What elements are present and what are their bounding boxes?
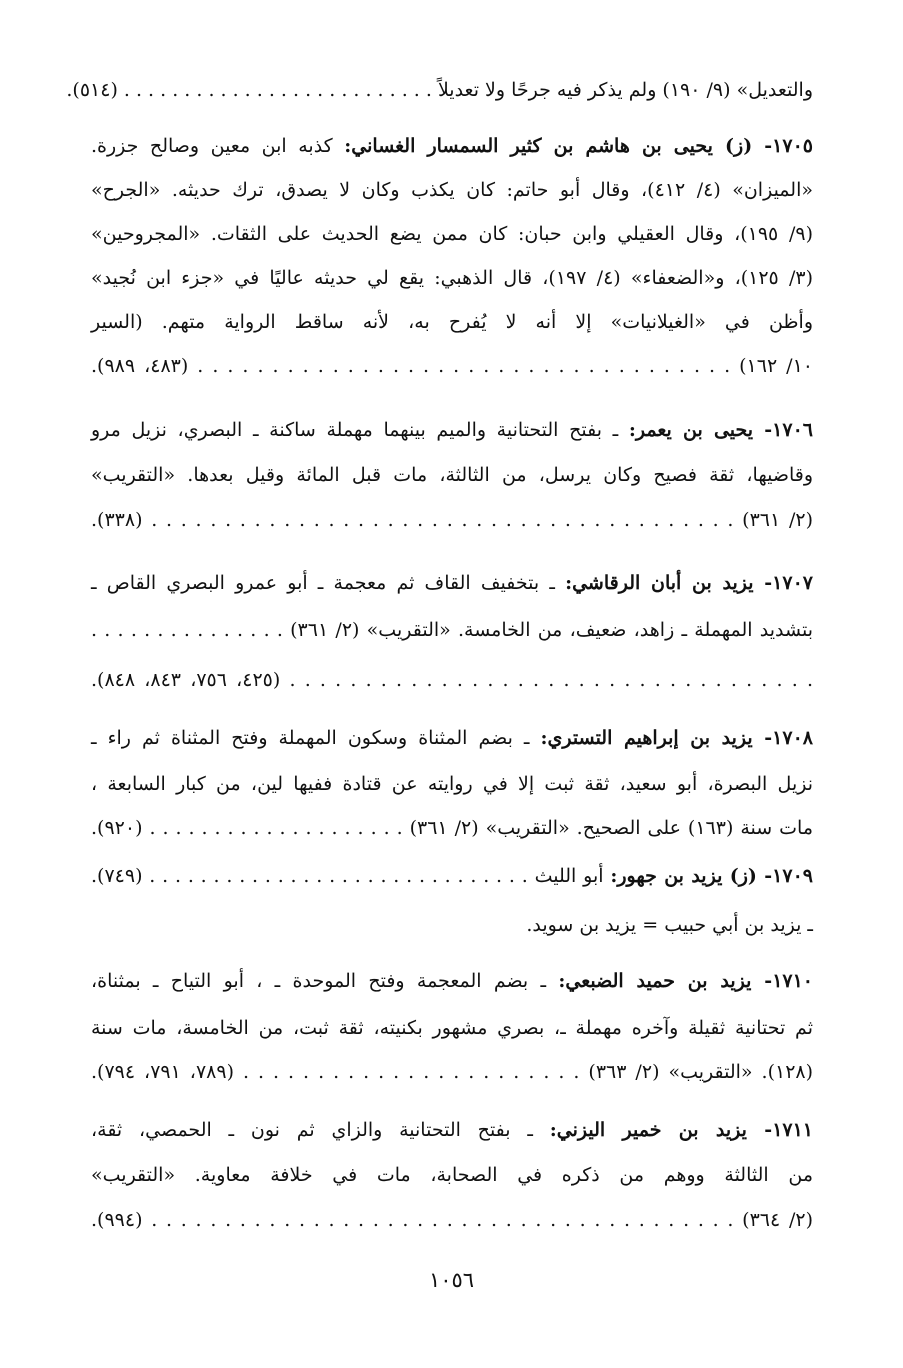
page-number: ١٠٥٦ — [428, 1268, 475, 1292]
entry-heading: ١٧٠٦- يحيى بن يعمر: — [628, 419, 813, 441]
text-line: والتعديل» (٩/ ١٩٠) ولم يذكر فيه جرحًا ولا تعديلاً . . . . . . . . . . . . . . . . . . . . . . . . . . (٥١٤). — [66, 79, 813, 101]
entry-heading: ١٧٠٩- (ز) يزيد بن جهور: — [610, 865, 813, 887]
entry-1705-heading-line: ١٧٠٥- (ز) يحيى بن هاشم بن كثير السمسار الغساني: كذبه ابن معين وصالح جزرة. — [91, 135, 813, 157]
text-line: بتشديد المهملة ـ زاهد، ضعيف، من الخامسة. «التقريب» (٢/ ٣٦١) . . . . . . . . . . . . . . . — [91, 619, 813, 641]
text-line: (٢/ ٣٦١) . . . . . . . . . . . . . . . . . . . . . . . . . . . . . . . . . . . . . . . . (٣٣٨). — [91, 509, 813, 531]
entry-1709-heading-line: ١٧٠٩- (ز) يزيد بن جهور: أبو الليث . . . . . . . . . . . . . . . . . . . . . . . . . . . . . . (٧٤٩). — [91, 865, 813, 887]
entry-1707-heading-line: ١٧٠٧- يزيد بن أبان الرقاشي: ـ بتخفيف القاف ثم معجمة ـ أبو عمرو البصري القاص ـ — [91, 572, 813, 594]
entry-heading: ١٧٠٨- يزيد بن إبراهيم التستري: — [540, 727, 813, 749]
text-line: من الثالثة ووهم من ذكره في الصحابة، مات في خلافة معاوية. «التقريب» — [91, 1164, 813, 1186]
text-line: نزيل البصرة، أبو سعيد، ثقة ثبت إلا في روايته عن قتادة ففيها لين، من كبار السابعة ، — [91, 773, 813, 795]
entry-heading: ١٧١٠- يزيد بن حميد الضبعي: — [558, 970, 814, 992]
entry-heading: ١٧٠٥- (ز) يحيى بن هاشم بن كثير السمسار الغساني: — [344, 135, 813, 157]
text-line: مات سنة (١٦٣) على الصحيح. «التقريب» (٢/ ٣٦١) . . . . . . . . . . . . . . . . . . . . (٩٢٠). — [91, 817, 813, 839]
text-line: (١٢٨). «التقريب» (٢/ ٣٦٣) . . . . . . . . . . . . . . . . . . . . . . . (٧٨٩، ٧٩١، ٧٩٤). — [91, 1061, 814, 1083]
text-line: (٣/ ١٢٥)، و«الضعفاء» (٤/ ١٩٧)، قال الذهبي: يقع لي حديثه عاليًا في «جزء ابن نُجيد» — [91, 267, 813, 289]
entry-1710-heading-line: ١٧١٠- يزيد بن حميد الضبعي: ـ بضم المعجمة وفتح الموحدة ـ ، أبو التياح ـ بمثناة، — [91, 970, 814, 992]
text-line: وأظن في «الغيلانيات» إلا أنه لا يُفرح به، لأنه ساقط الرواية متهم. (السير — [91, 311, 813, 333]
entry-1711-heading-line: ١٧١١- يزيد بن خمير اليزني: ـ بفتح التحتانية والزاي ثم نون ـ الحمصي، ثقة، — [91, 1119, 814, 1141]
text-line: . . . . . . . . . . . . . . . . . . . . . . . . . . . . . . . . . . . (٤٢٥، ٧٥٦، ٨٤٣، ٨٤٨). — [91, 669, 813, 691]
text-line: «الميزان» (٤/ ٤١٢)، وقال أبو حاتم: كان يكذب وكان لا يصدق، ترك حديثه. «الجرح» — [91, 179, 813, 201]
text-line: وقاضيها، ثقة فصيح وكان يرسل، من الثالثة، مات قبل المائة وقيل بعدها. «التقريب» — [91, 464, 813, 486]
entry-1706-heading-line: ١٧٠٦- يحيى بن يعمر: ـ بفتح التحتانية والميم بينهما مهملة ساكنة ـ البصري، نزيل مرو — [91, 419, 813, 441]
text-line: (٩/ ١٩٥)، وقال العقيلي وابن حبان: كان ممن يضع الحديث على الثقات. «المجروحين» — [91, 223, 813, 245]
text-line: ١٠/ ١٦٢) . . . . . . . . . . . . . . . . . . . . . . . . . . . . . . . . . . . . (٤٨٣، ٩٨٩). — [91, 355, 814, 377]
text-line: (٢/ ٣٦٤) . . . . . . . . . . . . . . . . . . . . . . . . . . . . . . . . . . . . . . . . (٩٩٤). — [91, 1209, 813, 1231]
text-line: ثم تحتانية ثقيلة وآخره مهملة ـ، بصري مشهور بكنيته، ثقة ثبت، من الخامسة، مات سنة — [91, 1017, 813, 1039]
cross-reference-line: ـ يزيد بن أبي حبيب = يزيد بن سويد. — [526, 914, 813, 936]
entry-heading: ١٧٠٧- يزيد بن أبان الرقاشي: — [565, 572, 813, 594]
entry-heading: ١٧١١- يزيد بن خمير اليزني: — [549, 1119, 814, 1141]
entry-1708-heading-line: ١٧٠٨- يزيد بن إبراهيم التستري: ـ بضم المثناة وسكون المهملة وفتح المثناة ثم راء ـ — [91, 727, 813, 749]
